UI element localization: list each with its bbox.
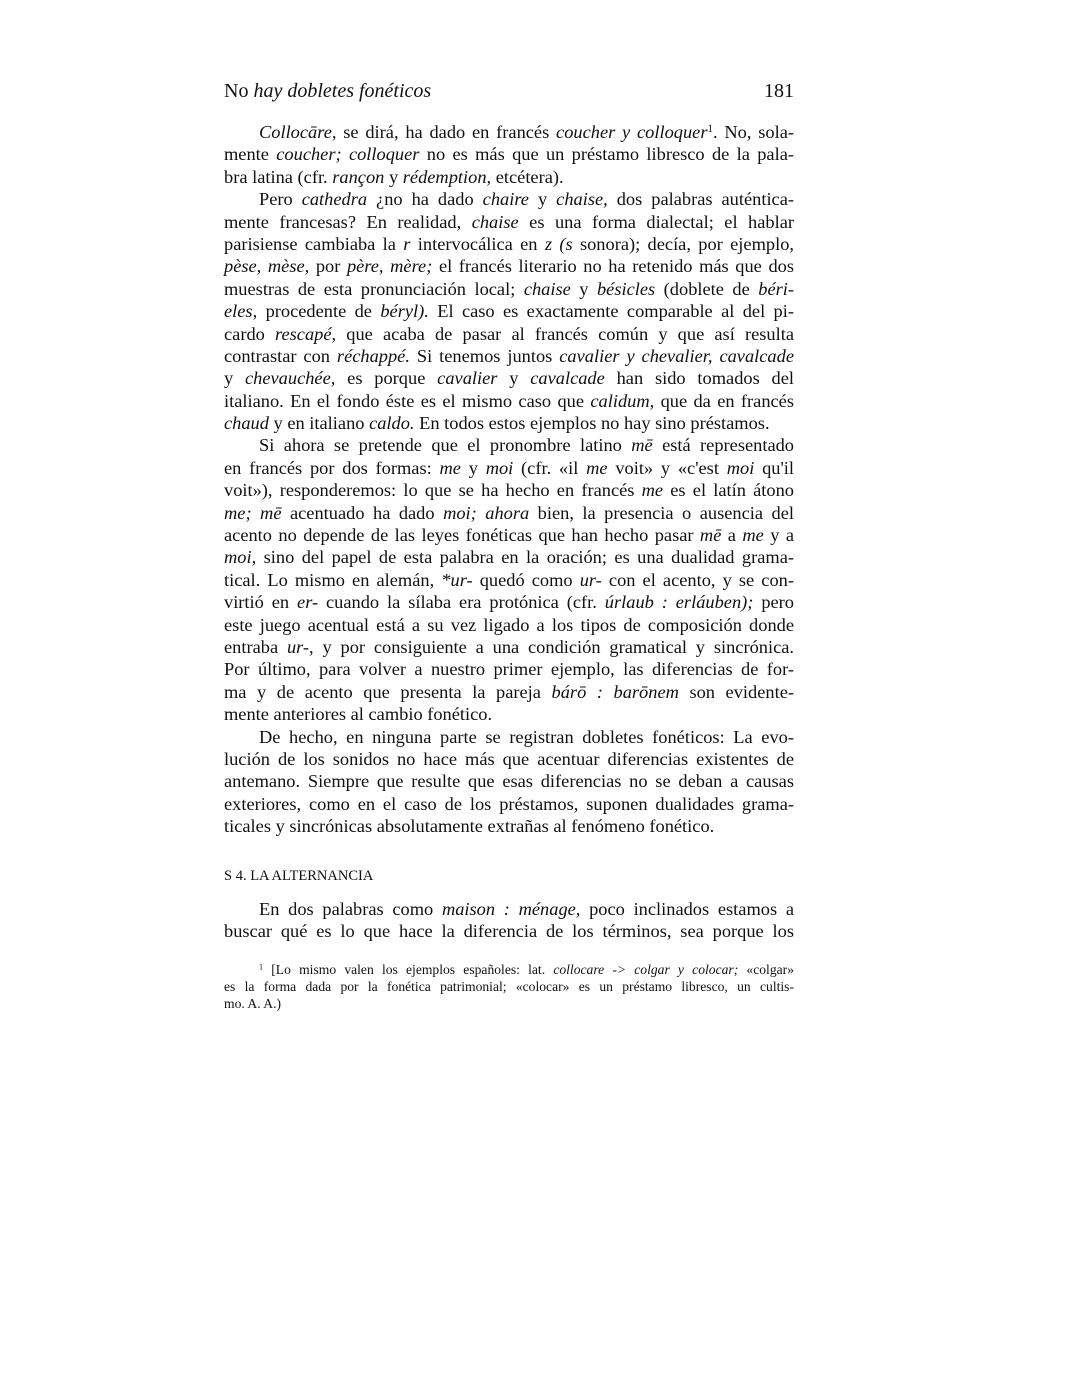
text-run: a (721, 525, 743, 546)
text-run: (cfr. «il (513, 457, 587, 478)
italic-text: *ur- (441, 569, 473, 590)
text-run: que acaba de pasar al francés común y que así resulta (336, 323, 794, 344)
italic-text: bésicles (596, 278, 656, 299)
text-run: el francés literario no ha retenido más que dos (432, 256, 794, 277)
text-run: parisiense cambiaba la (224, 233, 404, 254)
text-run: El caso es exactamente comparable al del pi- (428, 301, 794, 322)
text-run: es la forma dada por la fonética patrimonial; «colocar» es un préstamo libresco, un cultis- (224, 979, 794, 994)
italic-text: moi (726, 457, 755, 478)
text-run: buscar qué es lo que hace la diferencia de los términos, sea porque los (224, 921, 794, 942)
text-run: voit»), responderemos: lo que se ha hecho en francés (224, 480, 642, 501)
text-run: Si tenemos juntos (409, 345, 560, 366)
text-run: En dos palabras como (259, 899, 442, 919)
text-line (224, 793, 794, 815)
italic-text: chaise (471, 211, 519, 232)
running-title-plain: No (224, 80, 254, 102)
footnote (224, 961, 794, 1012)
text-run: mente anteriores al cambio fonético. (224, 704, 493, 725)
text-run: y (460, 457, 486, 478)
text-line (224, 614, 794, 636)
text-run: bien, la presencia o ausencia del (529, 502, 794, 523)
text-line (224, 255, 794, 277)
italic-text: me (742, 525, 764, 546)
text-run: Por último, para volver a nuestro primer ejemplo, las diferencias de for- (224, 659, 794, 680)
italic-text: chaise (523, 278, 571, 299)
italic-text: me (586, 457, 608, 478)
text-line (224, 995, 794, 1012)
paragraph (224, 726, 794, 838)
text-line (224, 211, 794, 233)
text-run: mente francesas? En realidad, (224, 211, 472, 232)
text-line (224, 457, 794, 479)
text-run: y (497, 368, 531, 389)
text-run: y en italiano (268, 413, 370, 434)
text-run: y (570, 278, 597, 299)
text-run: tical. Lo mismo en alemán, (224, 569, 442, 590)
running-head (224, 78, 794, 104)
page-number: 181 (764, 80, 794, 102)
text-line (224, 591, 794, 613)
text-run: acento no depende de las leyes fonéticas que han hecho pasar (224, 525, 700, 546)
text-line (224, 143, 794, 165)
text-run: es el latín átono (663, 480, 794, 501)
text-run: no es más que un préstamo libresco de la pala- (419, 144, 794, 165)
text-run: Pero (259, 189, 302, 210)
text-line (224, 770, 794, 792)
italic-text: r (403, 233, 411, 254)
italic-text: béryl). (380, 301, 429, 322)
text-line (224, 748, 794, 770)
italic-text: ur- (579, 569, 602, 590)
italic-text: eles, (224, 301, 258, 322)
text-run: ma y de acento que presenta la pareja (224, 681, 552, 702)
text-line (224, 726, 794, 748)
text-line (224, 703, 794, 725)
text-run: y (528, 189, 557, 210)
text-line (224, 546, 794, 568)
italic-text: ur-, (286, 636, 314, 657)
text-run: cuando la sílaba era protónica (cfr. (318, 592, 605, 613)
italic-text: chaise, (556, 189, 608, 210)
text-run: etcétera). (491, 166, 564, 187)
text-line (224, 390, 794, 412)
text-run: y (224, 368, 245, 389)
running-title (224, 78, 431, 104)
text-run: mente (224, 144, 277, 165)
text-line (224, 345, 794, 367)
text-run: sonora); decía, por ejemplo, (572, 233, 794, 254)
section-heading: S 4. LA ALTERNANCIA (224, 868, 374, 884)
italic-text: me (439, 457, 461, 478)
italic-text: er- (297, 592, 319, 613)
paragraph (224, 434, 794, 725)
text-run: mo. A. A.) (224, 996, 282, 1011)
text-run: lución de los sonidos no hace más que acentuar diferencias existentes de (224, 748, 794, 769)
text-run: De hecho, en ninguna parte se registran dobletes fonéticos: La evo- (259, 726, 794, 747)
text-line (224, 636, 794, 658)
italic-text: moi, (224, 547, 257, 568)
italic-text: chevauchée, (245, 368, 336, 389)
body-text (224, 121, 794, 838)
footnote-marker: 1 (707, 122, 713, 135)
text-run: ticales y sincrónicas absolutamente extrañas al fenómeno fonético. (224, 816, 715, 837)
italic-text: réchappé. (336, 345, 410, 366)
text-run: ¿no ha dado (367, 189, 483, 210)
italic-text: rescapé, (275, 323, 337, 344)
italic-text: cathedra (301, 189, 368, 210)
text-run: se dirá, ha dado en francés (336, 122, 557, 142)
italic-text: cavalcade (530, 368, 605, 389)
text-line (224, 920, 794, 942)
italic-text: z (s (544, 233, 573, 254)
text-line (224, 412, 794, 434)
text-run: procedente de (257, 301, 381, 322)
italic-text: Collocāre, (259, 122, 337, 142)
text-run: muestras de esta pronunciación local; (224, 278, 524, 299)
text-line (224, 898, 794, 920)
italic-text: me; mē (224, 502, 282, 523)
italic-text: bárō : barōnem (551, 681, 679, 702)
italic-text: cavalier y chevalier, cavalcade (559, 345, 794, 366)
text-run: quedó como (472, 569, 580, 590)
text-run: qu'il (754, 457, 794, 478)
italic-text: mē (631, 435, 653, 456)
text-line (224, 434, 794, 456)
text-run: exteriores, como en el caso de los préstamos, suponen dualidades grama- (224, 793, 794, 814)
text-run: «colgar» (738, 962, 794, 977)
italic-text: mē (699, 525, 722, 546)
text-line (224, 188, 794, 210)
paragraph (224, 188, 794, 434)
text-line (224, 121, 794, 143)
italic-text: me (641, 480, 664, 501)
text-run: es porque (335, 368, 438, 389)
text-line (224, 300, 794, 322)
text-line (224, 681, 794, 703)
text-line (224, 479, 794, 501)
text-run: contrastar con (224, 345, 337, 366)
text-run: poco inclinados estamos a (580, 899, 794, 919)
italic-text: calidum, (590, 390, 655, 411)
text-run: es una forma dialectal; el hablar (518, 211, 794, 232)
text-run: sino del papel de esta palabra en la oración; es una dualidad grama- (256, 547, 794, 568)
text-run: antemano. Siempre que resulte que esas diferencias no se deban a causas (224, 771, 794, 792)
italic-text: coucher; colloquer (276, 144, 420, 165)
text-run: con el acento, y se con- (601, 569, 794, 590)
italic-text: moi (485, 457, 514, 478)
text-run: que da en francés (654, 390, 795, 411)
running-title-italic: hay dobletes fonéticos (253, 80, 432, 102)
italic-text: pèse, mèse, (224, 256, 310, 277)
section-paragraph (224, 898, 794, 943)
text-run: bra latina (cfr. (224, 166, 333, 187)
text-line (224, 524, 794, 546)
text-run: . No, sola- (713, 122, 794, 142)
italic-text: béri- (758, 278, 795, 299)
text-run: acentuado ha dado (281, 502, 444, 523)
text-run: Si ahora se pretende que el pronombre latino (259, 435, 632, 456)
text-line (224, 569, 794, 591)
footnote-marker: 1 (259, 962, 264, 972)
text-line (224, 166, 794, 188)
paragraph (224, 121, 794, 188)
text-run: por (309, 256, 347, 277)
text-run: son evidente- (678, 681, 794, 702)
text-run: está representado (652, 435, 794, 456)
italic-text: coucher y colloquer (556, 122, 708, 142)
text-line (224, 323, 794, 345)
text-line (224, 233, 794, 255)
text-run: este juego acentual está a su vez ligado a los tipos de composición donde (224, 614, 794, 635)
text-line (224, 502, 794, 524)
text-line (224, 815, 794, 837)
text-run: pero (753, 592, 794, 613)
italic-text: maison : ménage, (441, 899, 581, 919)
italic-text: moi; ahora (443, 502, 530, 523)
text-run: En todos estos ejemplos no hay sino préstamos. (414, 413, 770, 434)
italic-text: cavalier (437, 368, 498, 389)
text-run: voit» y «c'est (607, 457, 727, 478)
text-run: y (384, 166, 403, 187)
italic-text: caldo. (369, 413, 415, 434)
text-run: en francés por dos formas: (224, 457, 440, 478)
text-line (224, 961, 794, 978)
italic-text: chaud (224, 413, 269, 434)
italic-text: rédemption, (402, 166, 492, 187)
text-line (224, 278, 794, 300)
italic-text: úrlaub : erláuben); (604, 592, 754, 613)
italic-text: chaire (482, 189, 529, 210)
text-run: (doblete de (655, 278, 759, 299)
text-run: cardo (224, 323, 275, 344)
italic-text: collocare -> colgar y colocar; (553, 962, 739, 977)
italic-text: père, mère; (346, 256, 433, 277)
text-run: italiano. En el fondo éste es el mismo caso que (224, 390, 591, 411)
text-run: han sido tomados del (604, 368, 795, 389)
text-line (224, 658, 794, 680)
text-run: intervocálica en (410, 233, 545, 254)
text-line (224, 978, 794, 995)
text-run: entraba (224, 636, 287, 657)
text-line (224, 367, 794, 389)
text-run: [Lo mismo valen los ejemplos españoles: lat. (263, 962, 554, 977)
text-run: virtió en (224, 592, 298, 613)
text-run: y por consiguiente a una condición gramatical y sincrónica. (313, 636, 794, 657)
text-run: dos palabras auténtica- (607, 189, 795, 210)
text-run: y a (763, 525, 794, 546)
italic-text: rançon (332, 166, 385, 187)
